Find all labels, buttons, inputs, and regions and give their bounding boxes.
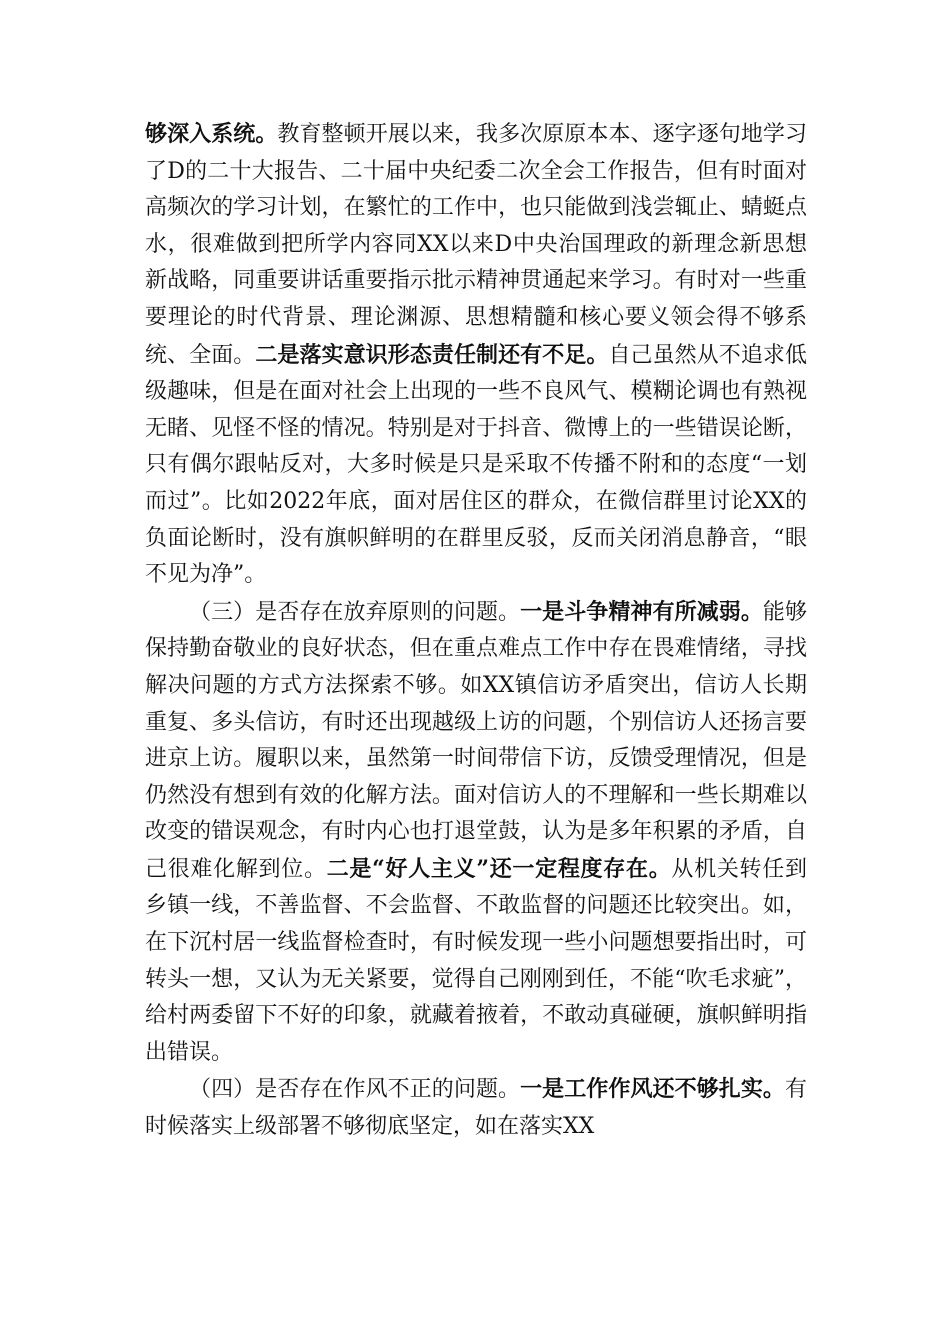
section-heading: （三）是否存在放弃原则的问题。 <box>189 599 521 625</box>
bold-heading: 一是斗争精神有所减弱。 <box>520 598 763 625</box>
bold-heading: 够深入系统。 <box>145 121 278 147</box>
paragraph-section-three <box>145 594 807 1072</box>
paragraph-section-four <box>145 1071 807 1145</box>
body-text: 自己虽然从不追求低级趣味，但是在面对社会上出现的一些不良风气、模糊论调也有熟视无睹、见怪不怪的情况。特别是对于抖音、微博上的一些错误论断，只有偶尔跟帖反对，大多时候是只是采取不传播不附和的态度“一划而过”。比如2022年底，面对居住区的群众，在微信群里讨论XX的负面论断时，没有旗帜鲜明的在群里反驳，反而关闭消息静音，“眼不见为净”。 <box>145 342 807 588</box>
body-text: 能够保持勤奋敬业的良好状态，但在重点难点工作中存在畏难情绪，寻找解决问题的方式方法探索不够。如XX镇信访矛盾突出，信访人长期重复、多头信访，有时还出现越级上访的问题，个别信访人还扬言要进京上访。履职以来，虽然第一时间带信下访，反馈受理情况，但是仍然没有想到有效的化解方法。面对信访人的不理解和一些长期难以改变的错误观念，有时内心也打退堂鼓，认为是多年积累的矛盾，自己很难化解到位。 <box>145 599 807 882</box>
document-page <box>145 116 807 1146</box>
bold-heading: 二是落实意识形态责任制还有不足。 <box>255 341 609 368</box>
bold-heading: 二是“好人主义”还一定程度存在。 <box>326 855 672 882</box>
body-text: 有时候落实上级部署不够彻底坚定，如在落实XX <box>145 1077 807 1140</box>
body-text: 从机关转任到乡镇一线，不善监督、不会监督、不敢监督的问题还比较突出。如，在下沉村居一线监督检查时，有时候发现一些小问题想要指出时，可转头一想，又认为无关紧要，觉得自己刚刚到任，不能“吹毛求疵”，给村两委留下不好的印象，就藏着掖着，不敢动真碰硬，旗帜鲜明指出错误。 <box>145 856 807 1065</box>
body-text: 教育整顿开展以来，我多次原原本本、逐字逐句地学习了D的二十大报告、二十届中央纪委二次全会工作报告，但有时面对高频次的学习计划，在繁忙的工作中，也只能做到浅尝辄止、蜻蜓点水，很难做到把所学内容同XX以来D中央治国理政的新理念新思想新战略，同重要讲话重要指示批示精神贯通起来学习。有时对一些重要理论的时代背景、理论渊源、思想精髓和核心要义领会得不够系统、全面。 <box>145 122 807 368</box>
bold-heading: 一是工作作风还不够扎实。 <box>520 1076 785 1103</box>
paragraph-continuation <box>145 116 807 594</box>
section-heading: （四）是否存在作风不正的问题。 <box>189 1077 521 1103</box>
